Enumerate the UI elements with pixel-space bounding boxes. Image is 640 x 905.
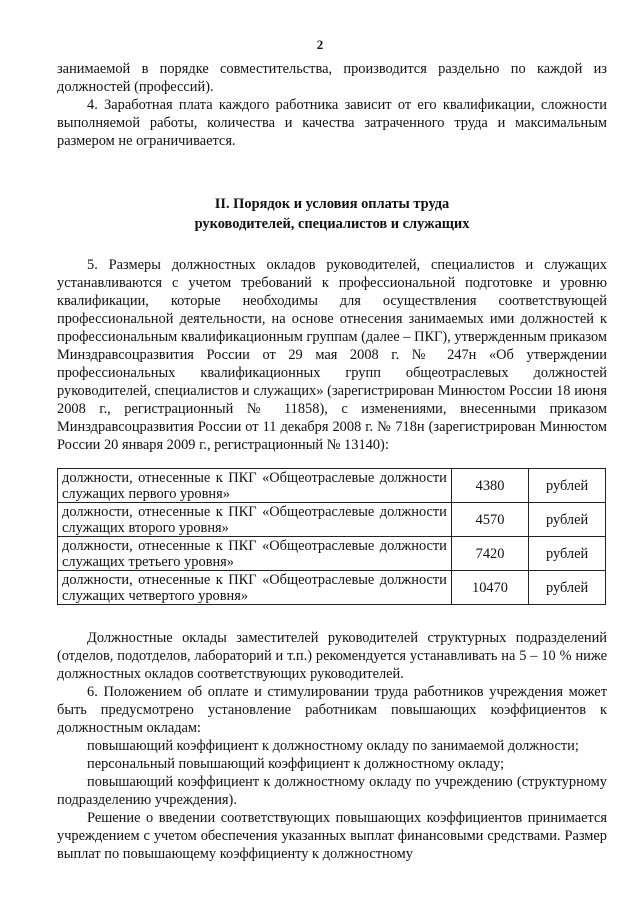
table-cell-description: должности, отнесенные к ПКГ «Общеотраслевые должности служащих третьего уровня»: [58, 537, 452, 571]
paragraph-continuation: занимаемой в порядке совместительства, производится раздельно по каждой из должностей (профессий).: [57, 61, 607, 95]
table-cell-currency: рублей: [529, 503, 606, 537]
paragraph-deputies: Должностные оклады заместителей руководителей структурных подразделений (отделов, подотделов, лабораторий и т.п.) рекомендуется устанавливать на 5 – 10 % ниже должностных окладов соответствующих руководителей.: [57, 630, 607, 682]
paragraph-5: 5. Размеры должностных окладов руководителей, специалистов и служащих устанавливаются с учетом требований к профессиональной подготовке и уровню квалификации, которые необходимы для осуществления соответствующей профессиональной деятельности, на основе отнесения занимаемых ими должностей к профессиональным квалификационным группам (далее – ПКГ), утвержденным приказом Минздравсоцразвития России от 29 мая 2008 г. № 247н «Об утверждении профессиональных квалификационных групп общеотраслевых должностей руководителей, специалистов и служащих» (зарегистрирован Минюстом России 18 июня 2008 г., регистрационный № 11858), с изменениями, внесенными приказом Минздравсоцразвития России от 11 декабря 2008 г. № 718н (зарегистрирован Минюстом России 20 января 2009 г., регистрационный № 13140):: [57, 257, 607, 453]
table-cell-amount: 4570: [451, 503, 528, 537]
table-cell-description: должности, отнесенные к ПКГ «Общеотраслевые должности служащих второго уровня»: [58, 503, 452, 537]
table-cell-amount: 7420: [451, 537, 528, 571]
table-cell-currency: рублей: [529, 537, 606, 571]
section-heading-line1: II. Порядок и условия оплаты труда: [214, 196, 450, 212]
table-row: [58, 571, 606, 605]
salary-table: [57, 468, 606, 605]
table-row: [58, 503, 606, 537]
list-item: персональный повышающий коэффициент к должностному окладу;: [87, 756, 505, 772]
paragraph-6: 6. Положением об оплате и стимулировании труда работников учреждения может быть предусмотрено установление работникам повышающих коэффициентов к должностным окладам:: [57, 684, 607, 736]
paragraph-decision: Решение о введении соответствующих повышающих коэффициентов принимается учреждением с учетом обеспечения указанных выплат финансовыми средствами. Размер выплат по повышающему коэффициенту к должностному: [57, 810, 607, 862]
table-cell-amount: 10470: [451, 571, 528, 605]
table-cell-description: должности, отнесенные к ПКГ «Общеотраслевые должности служащих первого уровня»: [58, 469, 452, 503]
list-item: повышающий коэффициент к должностному окладу по учреждению (структурному подразделению учреждения).: [57, 774, 607, 808]
section-heading-line2: руководителей, специалистов и служащих: [194, 216, 470, 232]
page-number: 2: [316, 37, 324, 52]
table-row: [58, 537, 606, 571]
section-heading: [57, 194, 607, 234]
table-cell-description: должности, отнесенные к ПКГ «Общеотраслевые должности служащих четвертого уровня»: [58, 571, 452, 605]
table-cell-currency: рублей: [529, 571, 606, 605]
table-cell-amount: 4380: [451, 469, 528, 503]
document-body: [57, 60, 607, 863]
list-item: повышающий коэффициент к должностному окладу по занимаемой должности;: [87, 738, 579, 754]
paragraph-4: 4. Заработная плата каждого работника зависит от его квалификации, сложности выполняемой работы, количества и качества затраченного труда и максимальным размером не ограничивается.: [57, 97, 607, 149]
table-row: [58, 469, 606, 503]
table-cell-currency: рублей: [529, 469, 606, 503]
